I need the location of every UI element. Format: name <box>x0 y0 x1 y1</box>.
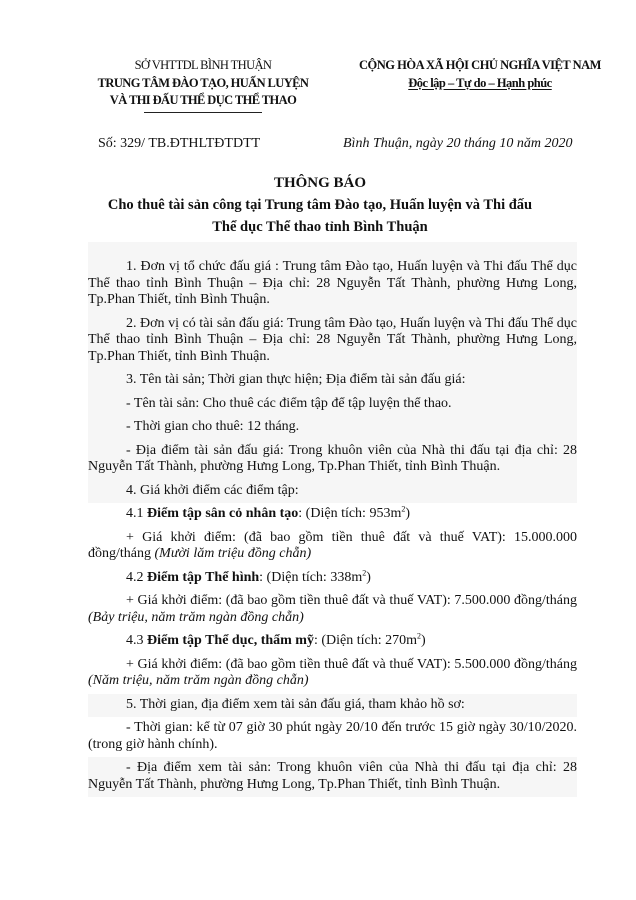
document-title-block <box>60 172 580 238</box>
section-3-location: - Địa điểm tài sản đấu giá: Trong khuôn viên của Nhà thi đấu tại địa chỉ: 28 Nguyễn Tất Thành, phường Hưng Long, Tp.Phan Thiết, tỉnh Bình Thuận. <box>88 442 577 474</box>
section-2: 2. Đơn vị có tài sản đấu giá: Trung tâm Đào tạo, Huấn luyện và Thi đấu Thể dục Thể thao tỉnh Bình Thuận – Địa chỉ: 28 Nguyễn Tất Thành, phường Hưng Long, Tp.Phan Thiết, tỉnh Bình Thuận. <box>88 315 577 364</box>
agency-name-line2: VÀ THI ĐẤU THỂ DỤC THỂ THAO <box>109 93 297 107</box>
section-5-viewing-time: - Thời gian: kể từ 07 giờ 30 phút ngày 20/10 đến trước 15 giờ ngày 30/10/2020. (trong giờ hành chính). <box>88 720 577 752</box>
item-4-2-price: + Giá khởi điểm: (đã bao gồm tiền thuê đất và thuế VAT): 7.500.000 đồng/tháng (Bảy triệu, năm trăm ngàn đồng chẵn) <box>88 593 577 625</box>
national-header <box>330 57 630 92</box>
item-4-1-heading: 4.1 Điểm tập sân cỏ nhân tạo: (Diện tích: $953m^2$) <box>126 504 411 521</box>
agency-name-line1: TRUNG TÂM ĐÀO TẠO, HUẤN LUYỆN <box>97 75 309 90</box>
header-divider <box>144 112 262 113</box>
section-5-viewing-location: - Địa điểm xem tài sản: Trong khuôn viên của Nhà thi đấu tại địa chỉ: 28 Nguyễn Tất Thành, phường Hưng Long, Tp.Phan Thiết, tỉnh Bình Thuận. <box>88 757 577 797</box>
price-in-words: (Bảy triệu, năm trăm ngàn đồng chẵn) <box>88 609 304 625</box>
price-in-words: (Năm triệu, năm trăm ngàn đồng chẵn) <box>88 673 309 688</box>
section-5-heading: 5. Thời gian, địa điểm xem tài sản đấu giá, tham khảo hồ sơ: <box>88 694 577 718</box>
section-4-heading: 4. Giá khởi điểm các điểm tập: <box>126 482 299 498</box>
item-4-3-heading: 4.3 Điểm tập Thể dục, thẩm mỹ: (Diện tích: $270m^2$) <box>126 631 426 648</box>
price-in-words: (Mười lăm triệu đồng chẵn) <box>154 546 312 561</box>
item-name: Điểm tập Thể dục, thẩm mỹ <box>147 633 314 648</box>
agency-parent: SỞ VHTTDL BÌNH THUẬN <box>134 58 272 72</box>
item-4-1-price: + Giá khởi điểm: (đã bao gồm tiền thuê đất và thuế VAT): 15.000.000 đồng/tháng (Mười lăm triệu đồng chẵn) <box>88 529 577 561</box>
document-subtitle-line1: Cho thuê tài sản công tại Trung tâm Đào tạo, Huấn luyện và Thi đấu <box>107 197 533 213</box>
document-place-date: Bình Thuận, ngày 20 tháng 10 năm 2020 <box>343 136 573 151</box>
document-body <box>88 242 577 797</box>
section-1: 1. Đơn vị tổ chức đấu giá : Trung tâm Đào tạo, Huấn luyện và Thi đấu Thể dục Thể thao tỉnh Bình Thuận – Địa chỉ: 28 Nguyễn Tất Thành, phường Hưng Long, Tp.Phan Thiết, tỉnh Bình Thuận. <box>88 259 577 307</box>
item-4-3-price: + Giá khởi điểm: (đã bao gồm tiền thuê đất và thuế VAT): 5.500.000 đồng/tháng (Năm triệu, năm trăm ngàn đồng chẵn) <box>88 656 577 688</box>
section-3-rental-period: - Thời gian cho thuê: 12 tháng. <box>126 419 300 434</box>
national-title: CỘNG HÒA XÃ HỘI CHỦ NGHĨA VIỆT NAM <box>359 58 601 72</box>
item-4-2-heading: 4.2 Điểm tập Thể hình: (Diện tích: $338m^2$) <box>126 567 371 585</box>
national-motto: Độc lập – Tự do – Hạnh phúc <box>408 75 552 90</box>
section-3-asset-name: - Tên tài sản: Cho thuê các điểm tập để tập luyện thể thao. <box>126 395 452 411</box>
item-name: Điểm tập sân cỏ nhân tạo <box>147 506 299 521</box>
document-title: THÔNG BÁO <box>273 175 367 191</box>
issuing-agency-header <box>78 57 328 113</box>
section-3-heading: 3. Tên tài sản; Thời gian thực hiện; Địa điểm tài sản đấu giá: <box>126 372 466 387</box>
sections-1-4-block <box>88 242 577 503</box>
item-name: Điểm tập Thể hình <box>147 569 260 585</box>
document-number: Số: 329/ TB.ĐTHLTĐTDTT <box>98 136 261 151</box>
document-subtitle-line2: Thể dục Thể thao tỉnh Bình Thuận <box>212 219 428 235</box>
